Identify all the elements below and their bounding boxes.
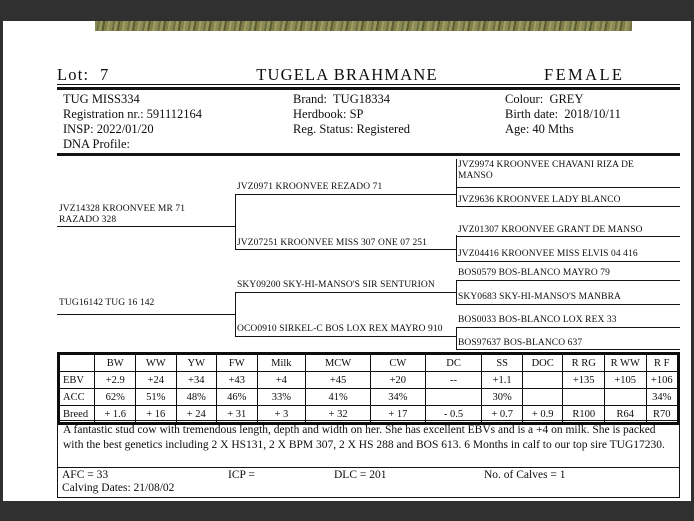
animal-name: TUG MISS334 [63,92,140,106]
ebv-cell: +24 [135,372,176,389]
dna-profile: DNA Profile: [63,137,131,151]
ebv-table [57,352,680,425]
herdbook: Herdbook: SP [293,107,364,121]
breed-cell: - 0.5 [425,406,482,424]
ebv-cell: +1.1 [482,372,523,389]
breed-cell: + 0.9 [522,406,563,424]
ebv-cell: +45 [306,372,371,389]
breed-cell: + 31 [217,406,258,424]
pedigree-gg2: JVZ9636 KROONVEE LADY BLANCO [458,195,621,205]
animal-description: A fantastic stud cow with tremendous length, depth and width on her. She has excellent EBVs and is a +4 on milk. She is packed with the best genetics including 2 X HS131, 2 X BPM 307, 2 X HS 288 and BOS 613. 6 Months in calf to our top sire TUG17230. [63,424,665,451]
bottom-frame-bar [0,501,694,521]
acc-cell [425,389,482,406]
acc-cell [563,389,605,406]
ebv-header-cell: DC [425,354,482,372]
pedigree-gg4: JVZ04416 KROONVEE MISS ELVIS 04 416 [458,249,638,259]
ebv-header-cell: BW [95,354,136,372]
pedigree-sire-sire: JVZ0971 KROONVEE REZADO 71 [237,182,383,192]
pedigree-gg8: BOS97637 BOS-BLANCO 637 [458,338,583,348]
afc-value: AFC = 33 [62,469,109,481]
ebv-header-cell: R F [646,354,679,372]
breed-cell: R70 [646,406,679,424]
ebv-cell: +2.9 [95,372,136,389]
ebv-header-cell [59,354,95,372]
pedigree-dam: TUG16142 TUG 16 142 [59,298,155,308]
ebv-header-cell: CW [370,354,425,372]
description-box [57,420,680,468]
age: Age: 40 Mths [505,122,574,136]
reg-status: Reg. Status: Registered [293,122,410,136]
acc-cell: 41% [306,389,371,406]
calves-count: No. of Calves = 1 [484,469,566,481]
pedigree-connector [456,235,457,262]
brand: Brand: TUG18334 [293,92,390,106]
pedigree-connector [235,194,236,250]
ebv-header-cell: DOC [522,354,563,372]
pedigree-line [456,236,680,237]
pedigree-line [235,336,456,337]
breed-cell: + 1.6 [95,406,136,424]
breed-cell: + 3 [257,406,306,424]
ebv-header-cell: YW [176,354,217,372]
registration-number: Registration nr.: 591112164 [63,107,202,121]
acc-cell: 30% [482,389,523,406]
acc-cell: 51% [135,389,176,406]
ebv-header-cell: SS [482,354,523,372]
ebv-header-row [59,354,679,372]
pedigree-line [456,261,680,262]
breed-cell: + 24 [176,406,217,424]
info-rule-thick [57,153,680,156]
pedigree-sire: JVZ14328 KROONVEE MR 71 RAZADO 328 [59,204,186,225]
icp-value: ICP = [228,469,255,481]
ebv-cell: -- [425,372,482,389]
ebv-header-cell: Milk [257,354,306,372]
acc-cell [522,389,563,406]
ebv-cell: +34 [176,372,217,389]
pedigree-connector [456,280,457,305]
pedigree-line [235,292,456,293]
ebv-header-cell: WW [135,354,176,372]
ebv-cell: +43 [217,372,258,389]
acc-cell [604,389,646,406]
pedigree-line [456,304,680,305]
pedigree-line [456,187,680,188]
pedigree-line [235,249,456,250]
top-frame-bar [0,0,694,21]
breed-cell: R100 [563,406,605,424]
pedigree-gg3: JVZ01307 KROONVEE GRANT DE MANSO [458,225,643,235]
ebv-header-cell: FW [217,354,258,372]
pedigree-dam-sire: SKY09200 SKY-HI-MANSO'S SIR SENTURION [237,280,435,290]
row-label: ACC [59,389,95,406]
acc-cell: 48% [176,389,217,406]
colour: Colour: GREY [505,92,584,106]
pedigree-line [235,194,456,195]
pedigree-line [456,327,680,328]
ebv-header-cell: MCW [306,354,371,372]
breed-cell: + 32 [306,406,371,424]
pedigree-gg7: BOS0033 BOS-BLANCO LOX REX 33 [458,315,617,325]
pedigree-line [57,314,235,315]
ebv-cell: +106 [646,372,679,389]
pedigree-sire-dam: JVZ07251 KROONVEE MISS 307 ONE 07 251 [237,238,428,248]
stats-box [57,468,680,498]
pedigree-line [456,280,680,281]
ebv-cell: +20 [370,372,425,389]
ebv-cell: +105 [604,372,646,389]
pedigree-connector [235,292,236,337]
lot-number: Lot: 7 [57,65,110,84]
ebv-cell: +4 [257,372,306,389]
grass-photo-strip [95,21,632,31]
breed-cell: + 16 [135,406,176,424]
header-rule-thick [57,87,680,90]
pedigree-connector [456,327,457,350]
breed-cell: + 17 [370,406,425,424]
acc-cell: 34% [370,389,425,406]
header-rule-thin [57,84,680,85]
calving-dates: Calving Dates: 21/08/02 [62,482,175,494]
pedigree-gg5: BOS0579 BOS-BLANCO MAYRO 79 [458,268,611,278]
insp-date: INSP: 2022/01/20 [63,122,154,136]
ebv-row [59,372,679,389]
ebv-cell [522,372,563,389]
sex-label: FEMALE [544,65,625,84]
acc-cell: 62% [95,389,136,406]
acc-cell: 33% [257,389,306,406]
acc-row [59,389,679,406]
acc-cell: 34% [646,389,679,406]
pedigree-dam-dam: OCO0910 SIRKEL-C BOS LOX REX MAYRO 910 [237,324,443,334]
pedigree-gg1: JVZ9974 KROONVEE CHAVANI RIZA DE MANSO [458,160,634,181]
row-label: EBV [59,372,95,389]
pedigree-line [456,206,680,207]
breed-cell: + 0.7 [482,406,523,424]
row-label: Breed [59,406,95,424]
pedigree-gg6: SKY0683 SKY-HI-MANSO'S MANBRA [458,292,621,302]
dlc-value: DLC = 201 [334,469,387,481]
ebv-header-cell: R WW [604,354,646,372]
pedigree-line [456,349,680,350]
page-title: TUGELA BRAHMANE [256,65,438,84]
ebv-header-cell: R RG [563,354,605,372]
breed-cell: R64 [604,406,646,424]
pedigree-line [57,226,235,227]
pedigree-connector [456,159,457,207]
acc-cell: 46% [217,389,258,406]
birth-date: Birth date: 2018/10/11 [505,107,621,121]
ebv-cell: +135 [563,372,605,389]
